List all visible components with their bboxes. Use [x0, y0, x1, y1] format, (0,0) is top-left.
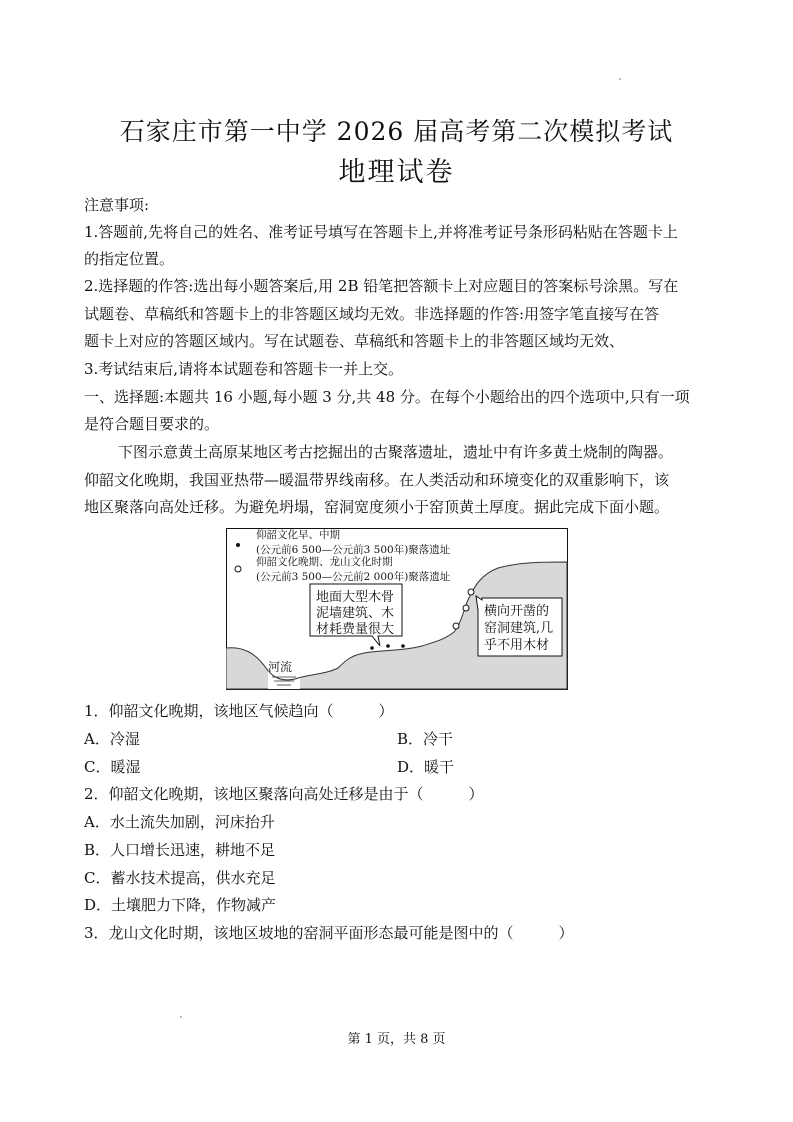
question-1-option-a: A．冷湿 [84, 730, 140, 748]
box1-line-2: 泥墙建筑、木 [316, 606, 395, 621]
settlement-diagram [226, 528, 568, 690]
note-3: 3.考试结束后,请将本试题卷和答题卡一并上交。 [84, 360, 404, 378]
page-number: 第 1 页，共 8 页 [347, 1032, 446, 1047]
late-site-dot [463, 605, 469, 611]
exam-subject: 地理试卷 [338, 157, 455, 188]
passage-line-3: 地区聚落向高处迁移。为避免坍塌，窑洞宽度须小于窑顶黄土厚度。据此完成下面小题。 [84, 498, 670, 516]
settlement-figure [226, 528, 568, 690]
scan-speck [619, 78, 621, 80]
question-1-option-d: D．暖干 [397, 758, 455, 776]
question-2-option-d: D．土壤肥力下降，作物减产 [84, 896, 277, 914]
question-1-option-b: B．冷干 [397, 730, 454, 748]
exam-title: 石家庄市第一中学 2026 届高考第二次模拟考试 [119, 117, 674, 146]
note-2-line-1: 2.选择题的作答:选出每小题答案后,用 2B 铅笔把答额卡上对应题目的答案标号涂黑。写在 [84, 277, 679, 295]
legend-1-line-1: 仰韶文化早、中期 [256, 529, 340, 541]
question-2-option-a: A．水土流失加剧，河床抬升 [84, 813, 275, 831]
early-site-dot [370, 646, 374, 650]
question-3-stem: 3．龙山文化时期，该地区坡地的窑洞平面形态最可能是图中的（ ） [84, 924, 574, 942]
box1-line-1: 地面大型木骨 [316, 590, 395, 605]
river-label: 河流 [268, 660, 293, 674]
question-1-option-c: C．暖湿 [84, 758, 141, 776]
note-1-line-1: 1.答题前,先将自己的姓名、准考证号填写在答题卡上,并将准考证号条形码粘贴在答题卡上 [84, 223, 678, 241]
box2-line-1: 横向开凿的 [484, 604, 550, 619]
early-site-dot [401, 644, 405, 648]
question-1-stem: 1．仰韶文化晚期，该地区气候趋向（ ） [84, 702, 394, 720]
question-2-stem: 2．仰韶文化晚期，该地区聚落向高处迁移是由于（ ） [84, 785, 484, 803]
box2-line-3: 乎不用木材 [484, 638, 550, 653]
section-heading-line-2: 是符合题目要求的。 [84, 415, 220, 433]
legend-solid-dot [236, 543, 240, 547]
box1-line-3: 材耗费量很大 [316, 622, 395, 637]
late-site-dot [468, 589, 474, 595]
note-2-line-2: 试题卷、草稿纸和答题卡上的非答题区域均无效。非选择题的作答:用签字笔直接写在答 [84, 305, 660, 323]
question-2-option-c: C．蓄水技术提高，供水充足 [84, 869, 276, 887]
legend-1-line-2: (公元前6 500—公元前3 500年)聚落遗址 [256, 544, 451, 556]
note-1-line-2: 的指定位置。 [84, 250, 175, 268]
legend-2-line-1: 仰韶文化晚期、龙山文化时期 [256, 556, 393, 568]
early-site-dot [386, 644, 390, 648]
scan-speck [180, 1016, 182, 1018]
section-heading-line-1: 一、选择题:本题共 16 小题,每小题 3 分,共 48 分。在每个小题给出的四个选项中,只有一项 [84, 388, 690, 406]
late-site-dot [453, 623, 459, 629]
passage-line-2: 仰韶文化晚期，我国亚热带—暖温带界线南移。在人类活动和环境变化的双重影响下，该 [84, 471, 670, 489]
notes-heading: 注意事项: [84, 196, 150, 214]
legend-hollow-dot [235, 566, 241, 572]
passage-line-1: 下图示意黄土高原某地区考古挖掘出的古聚落遗址，遗址中有许多黄土烧制的陶器。 [118, 443, 674, 461]
note-2-line-3: 题卡上对应的答题区域内。写在试题卷、草稿纸和答题卡上的非答题区域均无效、 [84, 332, 625, 350]
legend-2-line-2: (公元前3 500—公元前2 000年)聚落遗址 [256, 571, 451, 583]
question-2-option-b: B．人口增长迅速，耕地不足 [84, 841, 276, 859]
box2-line-2: 窑洞建筑,几 [484, 621, 554, 636]
